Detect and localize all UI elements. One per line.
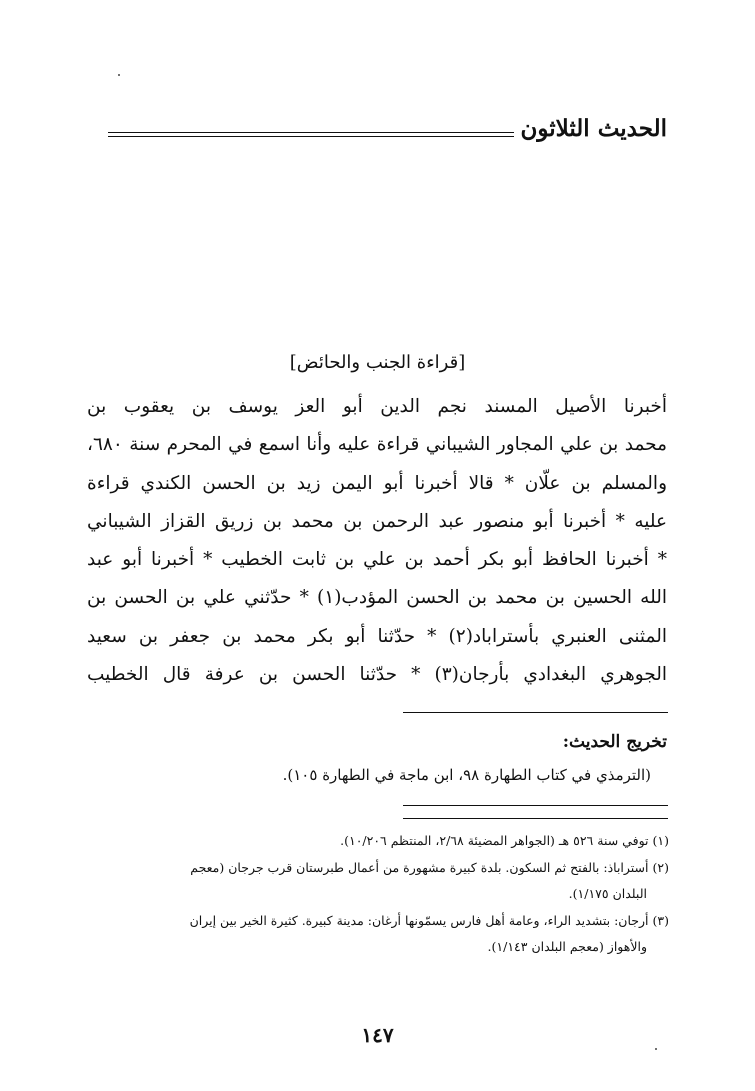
footnote-text: توفي سنة ٥٢٦ هـ (الجواهر المضيئة ٢/٦٨، المنتظم ١٠/٢٠٦). [340, 833, 649, 848]
body-line: أخبرنا الأصيل المسند نجم الدين أبو العز يوسف بن يعقوب بن [87, 396, 667, 417]
footnotes [81, 828, 669, 961]
body-line: والمسلم بن علّان * قالا أخبرنا أبو اليمن زيد بن الحسن الكندي قراءة [87, 472, 667, 494]
body-line: * أخبرنا الحافظ أبو بكر أحمد بن علي بن ثابت الخطيب * أخبرنا أبو عبد [87, 549, 667, 571]
footnote-text: أستراباذ: بالفتح ثم السكون. بلدة كبيرة مشهورة من أعمال طبرستان قرب جرجان (معجم [190, 859, 649, 875]
footnote-number: (٢) [652, 859, 669, 875]
running-header [108, 110, 667, 146]
chapter-title: الحديث الثلاثون [520, 114, 667, 142]
body-line: محمد بن علي المجاور الشيباني قراءة عليه وأنا اسمع في المحرم سنة ٦٨٠، [87, 434, 667, 456]
scan-speck [118, 74, 120, 76]
header-double-rule [108, 132, 514, 137]
footnote-separator-rule [403, 805, 668, 819]
footnote-text: أرجان: بتشديد الراء، وعامة أهل فارس يسمّونها أرغان: مدينة كبيرة. كثيرة الخير بين إيران [189, 912, 649, 928]
takhrij-label: تخريج الحديث: [562, 732, 667, 752]
footnote-item [81, 908, 669, 935]
body-separator-rule [403, 712, 668, 713]
footnote-continuation: والأهواز (معجم البلدان ١/١٤٣). [487, 939, 647, 954]
body-line: المثنى العنبري بأستراباد(٢) * حدّثنا أبو بكر محمد بن جعفر بن سعيد [87, 625, 667, 647]
body-line: الجوهري البغدادي بأرجان(٣) * حدّثنا الحسن بن عرفة قال الخطيب [87, 664, 667, 686]
scan-speck [655, 1048, 657, 1050]
section-heading: [قراءة الجنب والحائض] [289, 352, 466, 373]
footnote-number: (٣) [652, 912, 669, 928]
body-line: عليه * أخبرنا أبو منصور عبد الرحمن بن محمد بن زريق القزاز الشيباني [87, 510, 667, 532]
footnote-number: (١) [652, 833, 669, 848]
page-number: ١٤٧ [361, 1023, 394, 1047]
body-line: الله الحسين بن محمد بن الحسن المؤدب(١) * حدّثني علي بن الحسن بن [87, 587, 668, 609]
takhrij-text: (الترمذي في كتاب الطهارة ٩٨، ابن ماجة في الطهارة ١٠٥). [282, 766, 651, 784]
footnote-continuation: البلدان ١/١٧٥). [568, 886, 647, 901]
footnote-item [81, 828, 669, 855]
hadith-isnad-text [87, 388, 667, 694]
footnote-item [81, 855, 669, 882]
